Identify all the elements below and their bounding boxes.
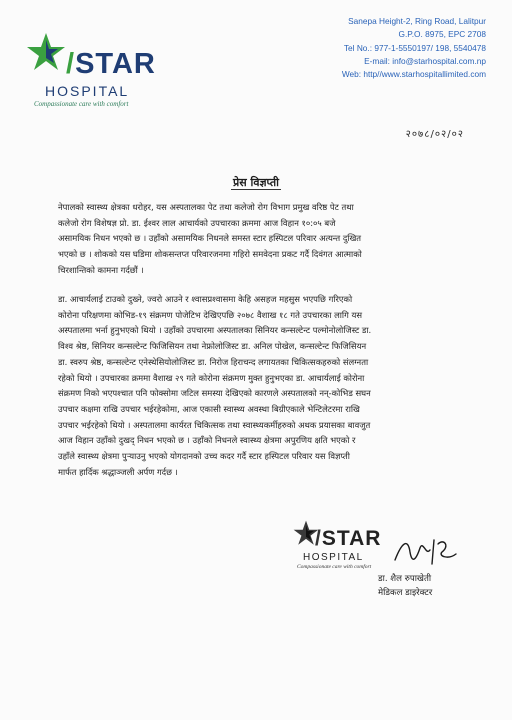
text-line: उपचार कक्षमा राखि उपचार भईरहेकोमा, आज एकासी स्वास्थ्य अवस्था बिग्रीएकाले भेन्टिलेटरमा राखि: [58, 403, 360, 414]
text-line: डा. आचार्यलाई टाउको दुख्ने, ज्वरो आउने र श्वासप्रश्वासमा केहि असहज महसुस भएपछि गरिएको: [58, 294, 353, 304]
logo-wordmark: /STAR: [66, 48, 156, 80]
text-line: डा. स्वरुप श्रेष्ठ, कन्सल्टेन्ट एनेस्थेसियोलोजिस्ट डा. निरोज हिराचन्द लगायतका चिकित्सकहरुको संलग्नता: [58, 356, 369, 367]
text-line: कोरोना परिक्षणमा कोभिड-१९ संक्रमण पोजेटिभ देखिएपछि २०७८ वैशाख १८ गते उपचारका लागि यस: [58, 309, 362, 320]
contact-block: [342, 15, 486, 81]
text-line: रहेको थियो । उपचारका क्रममा वैशाख २९ गते कोरोना संक्रमण मुक्त हुनुभएका डा. आचार्यलाई कोरोना: [58, 372, 365, 383]
text-line: असामयिक निधन भएको छ । उहाँको असामयिक निधनले समस्त स्टार हस्पिटल परिवार अत्यन्त दुखित: [58, 233, 362, 244]
logo-tagline: Compassionate care with comfort: [297, 564, 372, 570]
text-line: नेपालको स्वास्थ्य क्षेत्रका धरोहर, यस अस्पतालका पेट तथा कलेजो रोग विभाग प्रमुख वरिष्ठ पेट तथा: [58, 202, 354, 212]
text-line: चिरशान्तिको कामना गर्दछौं ।: [58, 264, 144, 275]
text-line: विश्व श्रेष्ठ, सिनियर कन्सल्टेन्ट फिजिसियन तथा नेफ्रोलोजिस्ट डा. अनिल पोखेल, कन्सल्टेन्ट फिजिसियन: [58, 341, 367, 352]
address-line: Sanepa Height-2, Ring Road, Lalitpur: [348, 16, 486, 26]
text-line: अस्पतालमा भर्ना हुनुभएको थियो । उहाँको उपचारमा अस्पतालका सिनियर कन्सल्टेन्ट पल्मोनोलोजिस्ट डा.: [58, 325, 372, 336]
title-text: प्रेस विज्ञप्ती: [232, 176, 280, 189]
handwritten-signature: [390, 530, 460, 570]
email-line: E-mail: info@starhospital.com.np: [364, 55, 486, 66]
logo-tagline: Compassionate care with comfort: [34, 100, 129, 108]
paragraph-1: [58, 200, 456, 279]
signer-title: मेडिकल डाइरेक्टर: [378, 588, 433, 598]
logo-subtitle: HOSPITAL: [303, 552, 364, 563]
text-line: उहाँले स्वास्थ्य क्षेत्रमा पुऱ्याउनु भएको योगदानको उच्च कदर गर्दै स्टार हस्पिटल परिवार यस विज्ञप्ती: [58, 451, 350, 462]
paragraph-2: [58, 292, 456, 480]
document-title: [0, 175, 512, 190]
website-line: Web: http//www.starhospitallimited.com: [341, 69, 486, 80]
signer-name: डा. शैल रुपाखेती: [378, 574, 432, 584]
hospital-logo: [20, 30, 170, 110]
po-box-line: G.P.O. 8975, EPC 2708: [398, 29, 486, 40]
text-line: भएको छ । शोकको यस घडिमा शोकसन्तप्त परिवारजनमा गहिरो समवेदना प्रकट गर्दै दिवंगत आत्माको: [58, 249, 362, 260]
logo-wordmark: /STAR: [315, 527, 382, 550]
text-line: उपचार भईरहेको थियो । अस्पतालमा कार्यरत चिकित्सक तथा स्वास्थ्यकर्मीहरुको अथक प्रयासका बावजुत: [58, 419, 371, 430]
text-line: संक्रमण निको भएपश्चात पनि फोक्सोमा जटिल समस्या देखिएको कारणले अस्पतालको नन्-कोभिड सघन: [58, 388, 371, 399]
star-logo-icon: [26, 32, 66, 72]
text-line: आज विहान उहाँको दुखद् निधन भएको छ । उहाँको निधनले स्वास्थ्य क्षेत्रमा अपुरणिय क्षति भएको र: [58, 435, 356, 446]
telephone-line: Tel No.: 977-1-5550197/ 198, 5540478: [343, 42, 486, 53]
logo-subtitle: HOSPITAL: [45, 83, 130, 99]
text-line: मार्फत हार्दिक श्रद्धाञ्जली अर्पण गर्दछ ।: [58, 466, 178, 477]
text-line: कलेजो रोग विशेषज्ञ प्रो. डा. ईश्वर लाल आचार्यको उपचारका क्रममा आज विहान १०:०५ बजे: [58, 217, 336, 228]
document-date: २०७८/०२/०२: [405, 129, 464, 140]
